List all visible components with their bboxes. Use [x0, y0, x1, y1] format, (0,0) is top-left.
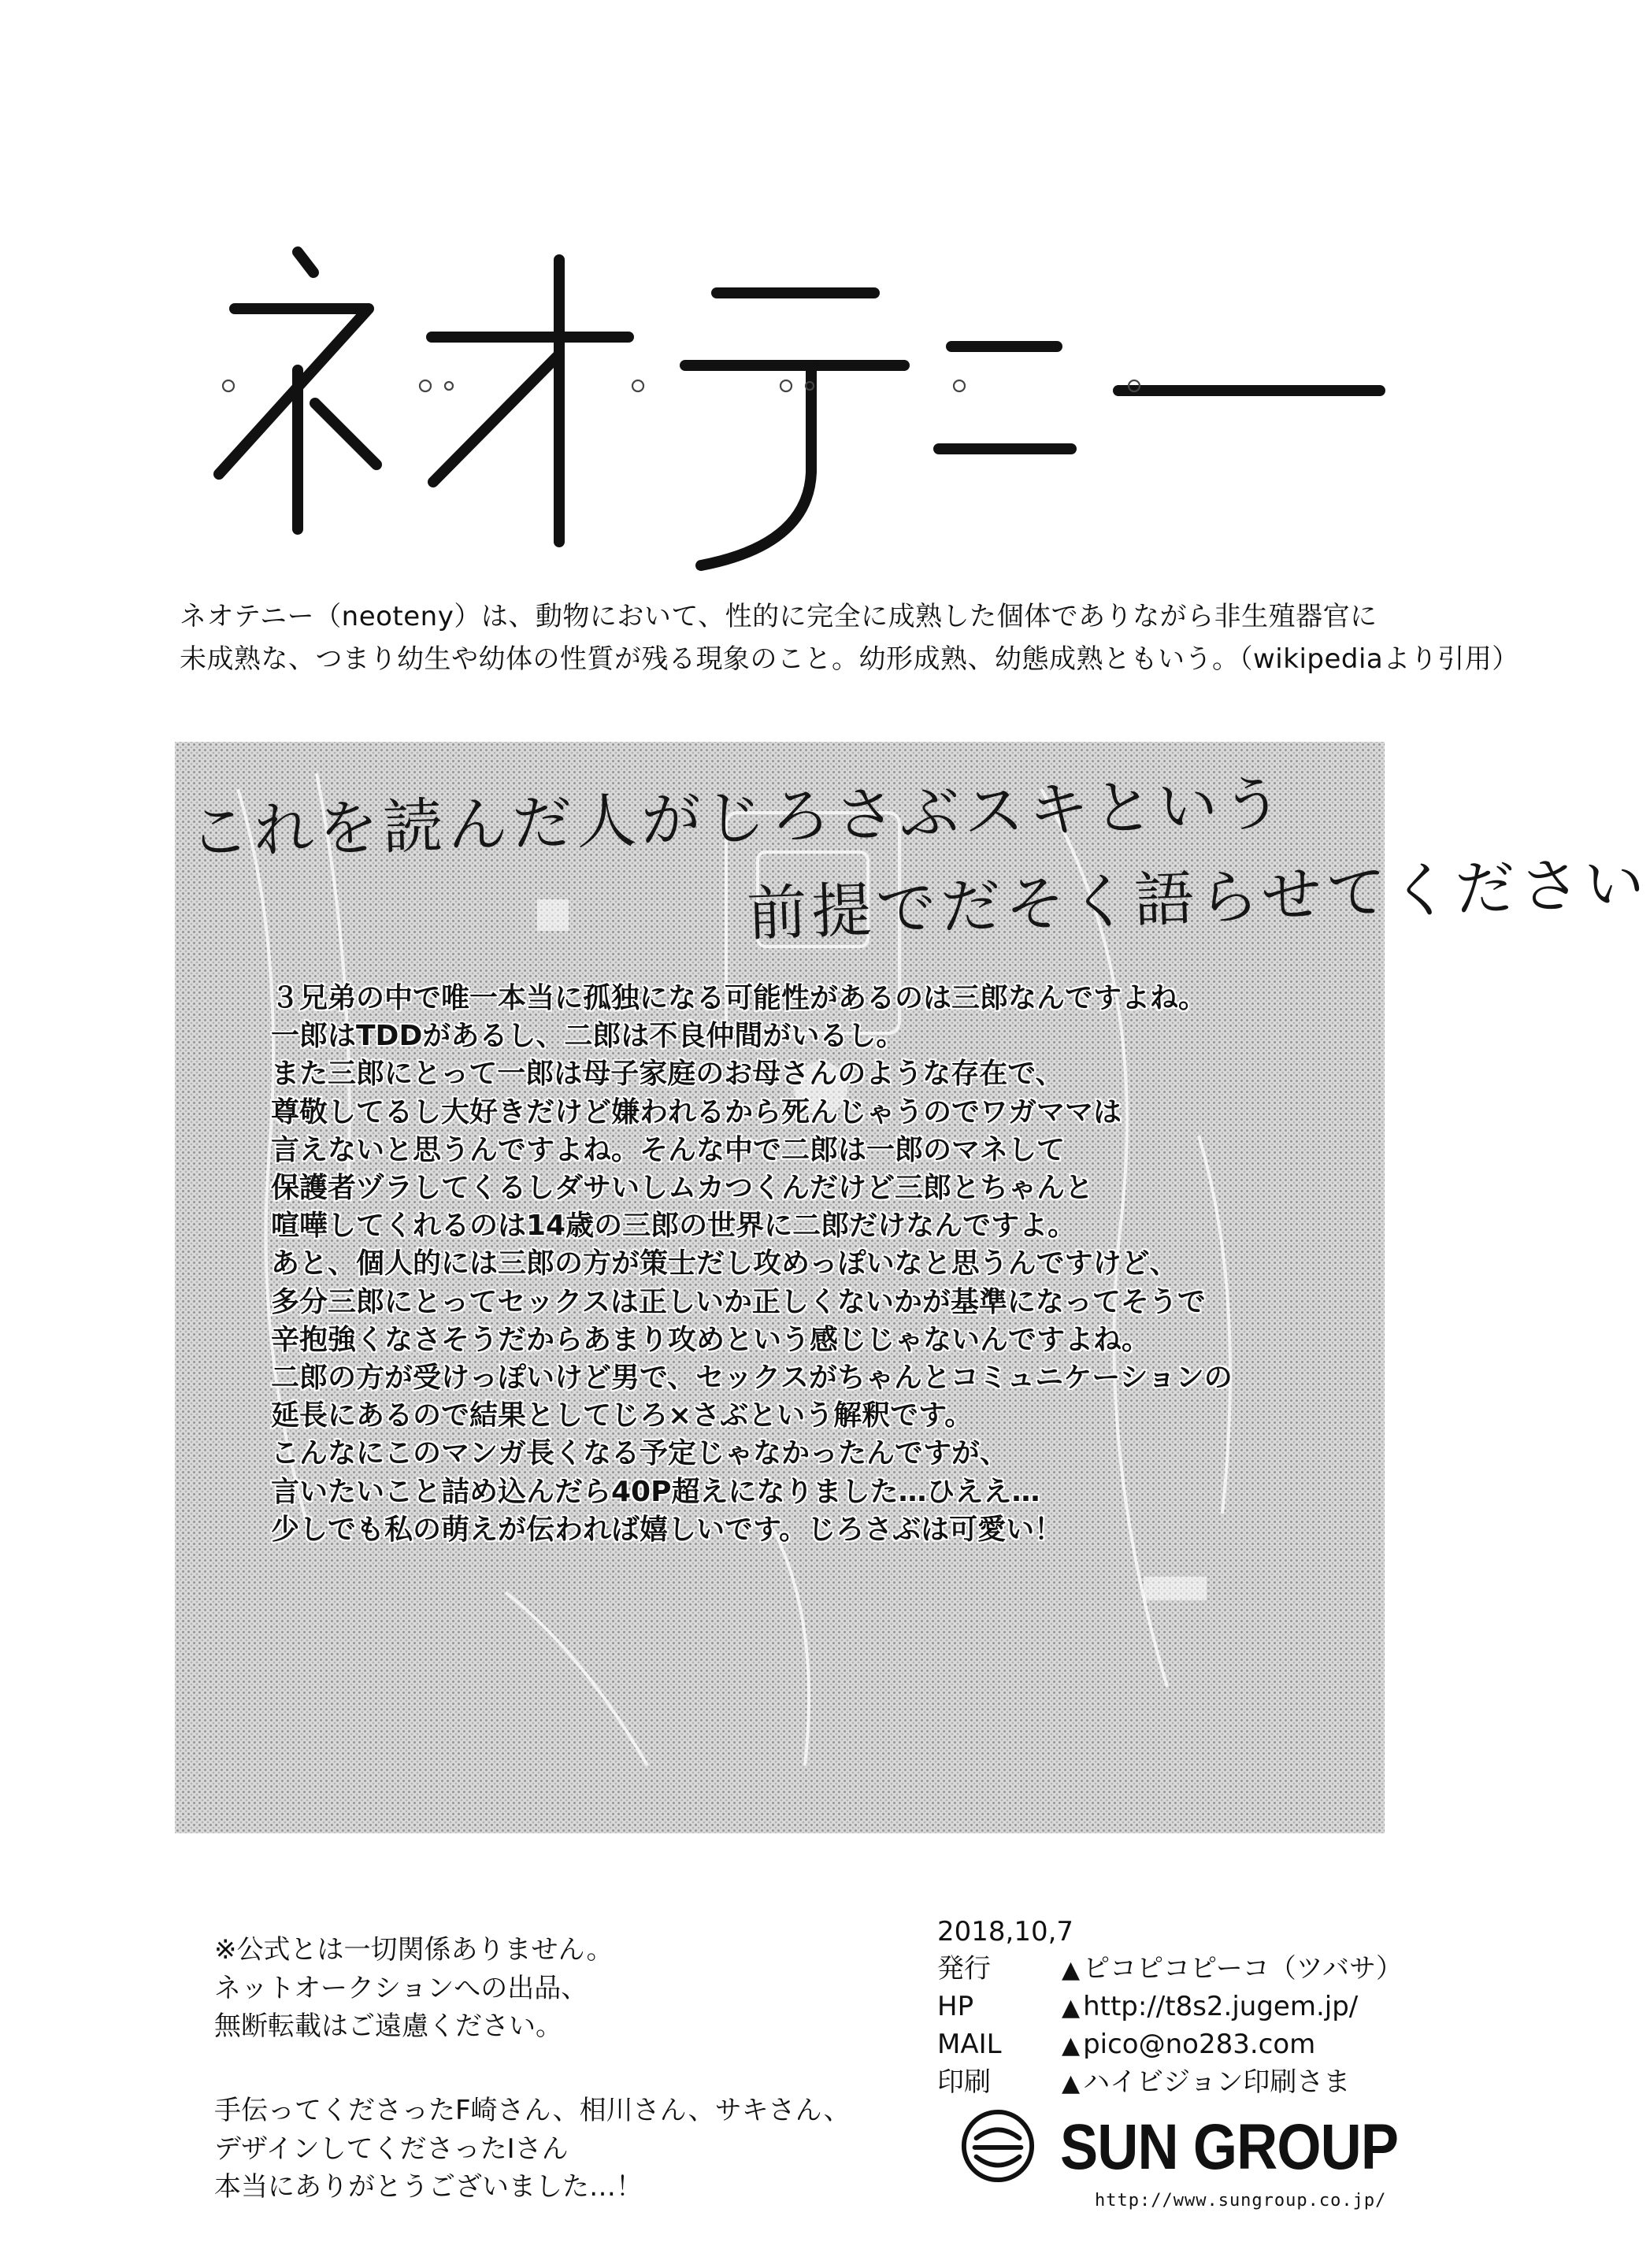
thanks-line: 手伝ってくださったF崎さん、相川さん、サキさん、 [214, 2095, 851, 2126]
disclaimer-line: ※公式とは一切関係ありません。 [214, 1934, 614, 1966]
afterword-line: 延長にあるので結果としてじろ×さぶという解釈です。 [271, 1399, 973, 1432]
sun-group-mark-icon [959, 2107, 1036, 2185]
printer-logo [959, 2106, 1448, 2192]
triangle-bullet-icon: ▲ [1062, 2032, 1081, 2059]
printer-name: SUN GROUP [1060, 2111, 1399, 2183]
afterword-line: 一郎はTDDがあるし、二郎は不良仲間がいるし。 [271, 1020, 905, 1053]
colophon-row-printer [937, 2064, 1489, 2102]
colophon-value: ピコピコピーコ（ツバサ） [1083, 1953, 1403, 1984]
colophon-row-homepage [937, 1988, 1489, 2026]
afterword-line: また三郎にとって一郎は母子家庭のお母さんのような存在で、 [271, 1058, 1064, 1091]
handwritten-line: これを読んだ人がじろさぶスキという [188, 768, 1288, 868]
afterword-line: 言いたいこと詰め込んだら40P超えになりました…ひええ… [271, 1475, 1040, 1508]
title-lettering-art [197, 236, 1394, 575]
colophon-row-mail [937, 2026, 1489, 2064]
handwritten-heading [188, 768, 1650, 949]
definition-line: 未成熟な、つまり幼生や幼体の性質が残る現象のこと。幼形成熟、幼態成熟ともいう。（wikipediaより引用） [180, 643, 1519, 675]
triangle-bullet-icon: ▲ [1062, 1956, 1081, 1984]
disclaimer-line: 無断転載はご遠慮ください。 [214, 2010, 562, 2042]
colophon-label: MAIL [937, 2029, 1002, 2060]
afterword-line: あと、個人的には三郎の方が策士だし攻めっぽいなと思うんですけど、 [271, 1247, 1178, 1280]
colophon-label: HP [937, 1991, 974, 2022]
handwritten-line: 前提でだそく語らせてください [746, 847, 1650, 949]
publication-date: 2018,10,7 [937, 1916, 1074, 1947]
afterword-line: 尊敬してるし大好きだけど嫌われるから死んじゃうのでワガママは [271, 1095, 1122, 1128]
homepage-link[interactable]: http://t8s2.jugem.jp/ [1083, 1991, 1359, 2022]
afterword-line: 喧嘩してくれるのは14歳の三郎の世界に二郎だけなんですよ。 [271, 1210, 1077, 1243]
printer-url[interactable]: http://www.sungroup.co.jp/ [1095, 2191, 1387, 2211]
afterword-body [271, 980, 1381, 1549]
disclaimer [214, 1931, 923, 2046]
afterword-line: 二郎の方が受けっぽいけど男で、セックスがちゃんとコミュニケーションの [271, 1362, 1233, 1395]
colophon-row-publisher [937, 1951, 1489, 1988]
afterword-line: 言えないと思うんですよね。そんな中で二郎は一郎のマネして [271, 1133, 1066, 1166]
afterword-line: 辛抱強くなさそうだからあまり攻めという感じじゃないんですよね。 [271, 1323, 1151, 1356]
thanks-line: 本当にありがとうございました…！ [214, 2171, 643, 2203]
triangle-bullet-icon: ▲ [1062, 1994, 1081, 2022]
title-logo [197, 236, 1394, 575]
afterword-line: 少しでも私の萌えが伝われば嬉しいです。じろさぶは可愛い！ [271, 1513, 1063, 1546]
afterword-line: 保護者ヅラしてくるしダサいしムカつくんだけど三郎とちゃんと [271, 1172, 1094, 1205]
colophon-value: ハイビジョン印刷さま [1083, 2066, 1351, 2098]
email-link[interactable]: pico@no283.com [1083, 2029, 1316, 2060]
afterword-line: ３兄弟の中で唯一本当に孤独になる可能性があるのは三郎なんですよね。 [271, 982, 1207, 1014]
afterword-line: 多分三郎にとってセックスは正しいか正しくないかが基準になってそうで [271, 1285, 1206, 1318]
triangle-bullet-icon: ▲ [1062, 2070, 1081, 2097]
colophon-label: 印刷 [937, 2066, 991, 2098]
acknowledgements [214, 2092, 923, 2207]
afterword-panel [175, 742, 1650, 1833]
afterword-line: こんなにこのマンガ長くなる予定じゃなかったんですが、 [271, 1437, 1009, 1470]
definition-text [180, 595, 1519, 680]
definition-line: ネオテニー（neoteny）は、動物において、性的に完全に成熟した個体でありながら非生殖器官に [180, 601, 1377, 632]
colophon [937, 1914, 1489, 2102]
thanks-line: デザインしてくださったIさん [214, 2133, 569, 2165]
disclaimer-line: ネットオークションへの出品、 [214, 1972, 588, 2004]
colophon-label: 発行 [937, 1953, 991, 1984]
